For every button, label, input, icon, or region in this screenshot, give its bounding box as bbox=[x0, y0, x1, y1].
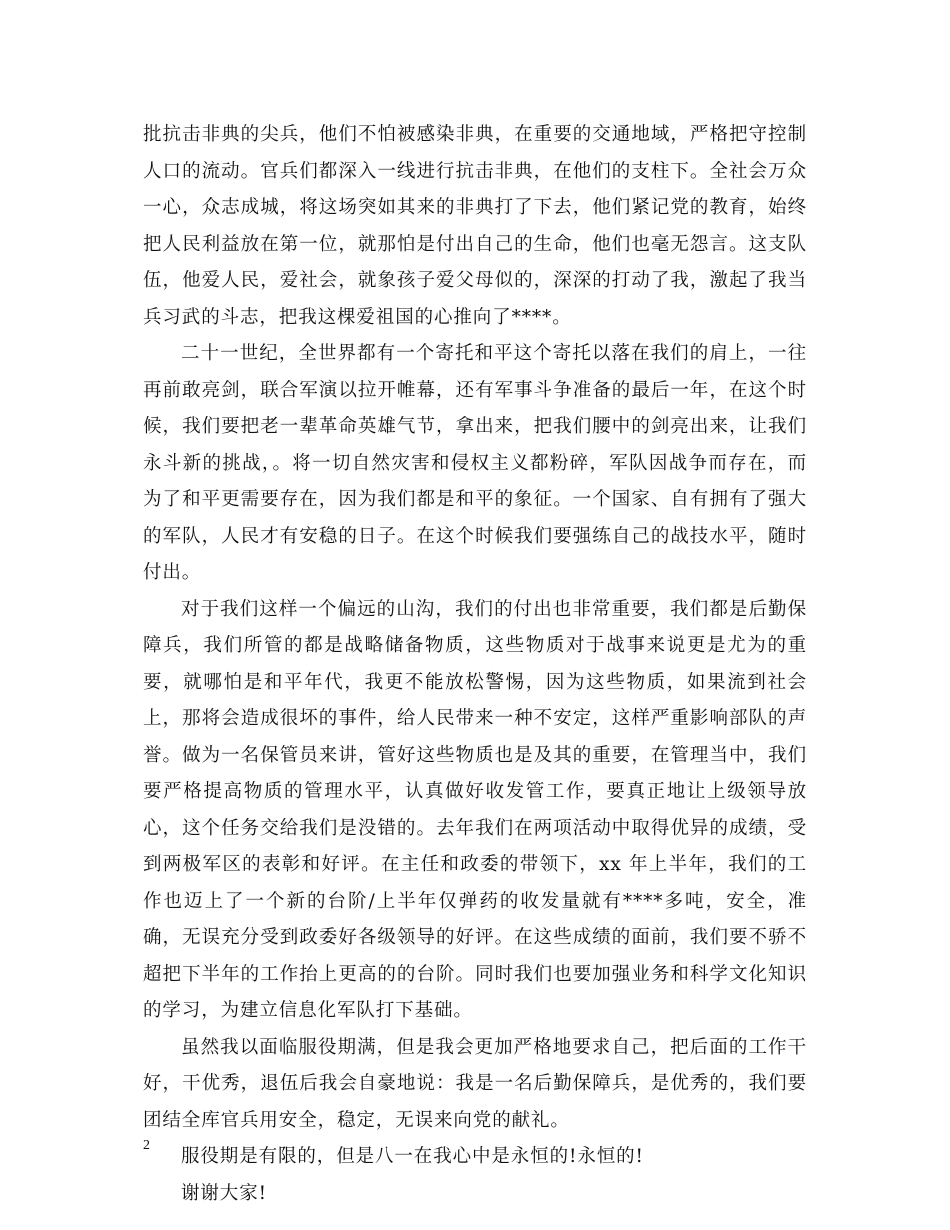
page-number: 2 bbox=[143, 1138, 150, 1153]
paragraph-6: 谢谢大家! bbox=[181, 1182, 267, 1204]
paragraph-2: 二十一世纪，全世界都有一个寄托和平这个寄托以落在我们的肩上，一往再前敢亮剑，联合军演以拉开帷幕，还有军事斗争准备的最后一年，在这个时候，我们要把老一辈革命英雄气节，拿出来，把我们腰中的剑亮出来，让我们永斗新的挑战，。将一切自然灾害和侵权主义都粉碎，军队因战争而存在，而为了和平更需要存在，因为我们都是和平的象征。一个国家、自有拥有了强大的军队，人民才有安稳的日子。在这个时候我们要强练自己的战技水平，随时付出。 bbox=[143, 343, 807, 583]
paragraph-1: 批抗击非典的尖兵，他们不怕被感染非典，在重要的交通地域，严格把守控制人口的流动。官兵们都深入一线进行抗击非典，在他们的支柱下。全社会万众一心，众志成城，将这场突如其来的非典打了下去，他们紧记党的教育，始终把人民利益放在第一位，就那怕是付出自己的生命，他们也毫无怨言。这支队伍，他爱人民，爱社会，就象孩子爱父母似的，深深的打动了我，激起了我当兵习武的斗志，把我这棵爱祖国的心推向了****。 bbox=[143, 124, 807, 328]
paragraph-5: 服役期是有限的，但是八一在我心中是永恒的!永恒的! bbox=[181, 1146, 644, 1167]
paragraph-3: 对于我们这样一个偏远的山沟，我们的付出也非常重要，我们都是后勤保障兵，我们所管的都是战略储备物质，这些物质对于战事来说更是尤为的重要，就哪怕是和平年代，我更不能放松警惕，因为这些物质，如果流到社会上，那将会造成很坏的事件，给人民带来一种不安定，这样严重影响部队的声誉。做为一名保管员来讲，管好这些物质也是及其的重要，在管理当中，我们要严格提高物质的管理水平，认真做好收发管工作，要真正地让上级领导放心，这个任务交给我们是没错的。去年我们在两项活动中取得优异的成绩，受到两极军区的表彰和好评。在主任和政委的带领下，xx 年上半年，我们的工作也迈上了一个新的台阶/上半年仅弹药的收发量就有****多吨，安全，准确，无误充分受到政委好各级领导的好评。在这些成绩的面前，我们要不骄不超把下半年的工作抬上更高的的台阶。同时我们也要加强业务和科学文化知识的学习，为建立信息化军队打下基础。 bbox=[143, 598, 807, 1021]
paragraph-4: 虽然我以面临服役期满，但是我会更加严格地要求自己，把后面的工作干好，干优秀，退伍后我会自豪地说：我是一名后勤保障兵，是优秀的，我们要团结全库官兵用安全，稳定，无误来向党的献礼。 bbox=[143, 1036, 807, 1131]
document-body bbox=[143, 117, 807, 1212]
